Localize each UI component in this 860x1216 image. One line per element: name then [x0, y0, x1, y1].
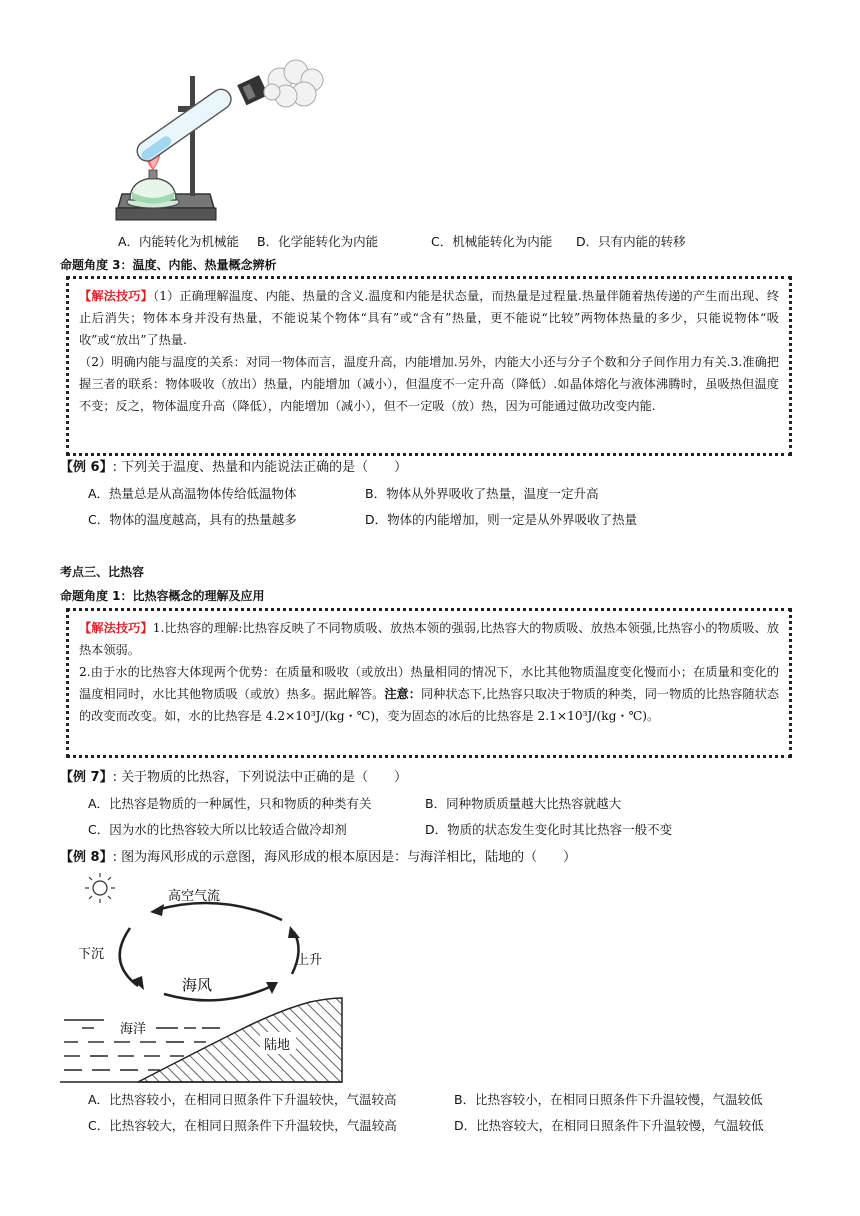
ex6-option-c: C．物体的温度越高，具有的热量越多 — [88, 512, 297, 527]
ex7-label: 【例 7】 — [60, 770, 113, 785]
ex8-question: 【例 8】: 图为海风形成的示意图，海风形成的根本原因是：与海洋相比，陆地的（ ） — [60, 850, 577, 865]
sea-breeze-diagram — [60, 870, 350, 1090]
heating-apparatus-illustration — [110, 58, 330, 228]
ex7-option-d: D．物质的状态发生变化时其比热容一般不变 — [425, 822, 673, 837]
ex7-option-a: A．比热容是物质的一种属性，只和物质的种类有关 — [88, 796, 372, 811]
label-rise: 上升 — [296, 953, 323, 968]
label-upper-air: 高空气流 — [168, 889, 221, 904]
tip1-para2: （2）明确内能与温度的关系：对同一物体而言，温度升高，内能增加.另外，内能大小还与分子个数和分子间作用力有关.3.准确把握三者的联系：物体吸收（放出）热量，内能增加（减小），但温度不一定升高（降低）.如晶体熔化与液体沸腾时，虽吸热但温度不变；反之，物体温度升高（降低），内能增加（减小），但不一定吸（放）热，因为可能通过做功改变内能. — [79, 355, 779, 413]
tip1-para1: 【解法技巧】（1）正确理解温度、内能、热量的含义.温度和内能是状态量，而热量是过程量.热量伴随着热传递的产生而出现、终止后消失；物体本身并没有热量，不能说某个物体“具有”或“含有”热量，更不能说“比较”两物体热量的多少，只能说物体“吸收”或“放出”了热量. — [79, 289, 780, 347]
tip-box-specific-heat — [66, 608, 792, 758]
ex7-question: 【例 7】: 关于物质的比热容，下列说法中正确的是（ ） — [60, 770, 408, 785]
q5-option-d: D．只有内能的转移 — [576, 234, 686, 249]
section3-angle1: 命题角度 1：比热容概念的理解及应用 — [60, 589, 265, 603]
q5-option-a: A．内能转化为机械能 — [118, 234, 240, 249]
ex7-option-c: C．因为水的比热容较大所以比较适合做冷却剂 — [88, 822, 347, 837]
ex8-option-c: C．比热容较大，在相同日照条件下升温较快，气温较高 — [88, 1118, 397, 1133]
ex6-option-b: B．物体从外界吸收了热量，温度一定升高 — [365, 486, 599, 501]
ex6-option-d: D．物体的内能增加，则一定是从外界吸收了热量 — [365, 512, 638, 527]
ex8-label: 【例 8】 — [60, 850, 113, 865]
sun-icon — [85, 873, 115, 903]
ex8-option-b: B．比热容较小，在相同日照条件下升温较慢，气温较低 — [454, 1092, 763, 1107]
ex8-option-a: A．比热容较小，在相同日照条件下升温较快，气温较高 — [88, 1092, 397, 1107]
angle3-heading: 命题角度 3：温度、内能、热量概念辨析 — [60, 258, 277, 272]
q5-option-c: C．机械能转化为内能 — [431, 234, 553, 249]
label-land: 陆地 — [264, 1038, 291, 1053]
tip2-para2: 2.由于水的比热容大体现两个优势：在质量和吸收（或放出）热量相同的情况下，水比其他物质温度变化慢而小；在质量和变化的温度相同时，水比其他物质吸（或放）热多。据此解答。注意：同种状态下,比热容只取决于物质的种类，同一物质的比热容随状态的改变而改变。如，水的比热容是 4.2×10³J/(kg・℃)，变为固态的冰后的比热容是 2.1×10³J/(kg・℃)。 — [79, 665, 780, 723]
ex6-label: 【例 6】 — [60, 460, 113, 475]
tip1-label: 【解法技巧】 — [79, 289, 153, 303]
q5-option-b: B．化学能转化为内能 — [257, 234, 379, 249]
label-ocean: 海洋 — [120, 1022, 147, 1037]
tip2-note-label: 注意： — [384, 687, 421, 701]
ex7-option-b: B．同种物质质量越大比热容就越大 — [425, 796, 622, 811]
ex6-option-a: A．热量总是从高温物体传给低温物体 — [88, 486, 297, 501]
label-sink: 下沉 — [78, 947, 105, 962]
tip2-label: 【解法技巧】 — [79, 621, 153, 635]
section3-title: 考点三、比热容 — [60, 565, 145, 579]
ex8-option-d: D．比热容较大，在相同日照条件下升温较慢，气温较低 — [454, 1118, 764, 1133]
ex6-question: 【例 6】: 下列关于温度、热量和内能说法正确的是（ ） — [60, 460, 408, 475]
tip2-para1: 【解法技巧】1.比热容的理解:比热容反映了不同物质吸、放热本领的强弱,比热容大的物质吸、放热本领强,比热容小的物质吸、放热本领弱。 — [79, 621, 780, 657]
tip-box-angle3 — [66, 276, 792, 456]
label-sea-breeze: 海风 — [182, 976, 213, 994]
